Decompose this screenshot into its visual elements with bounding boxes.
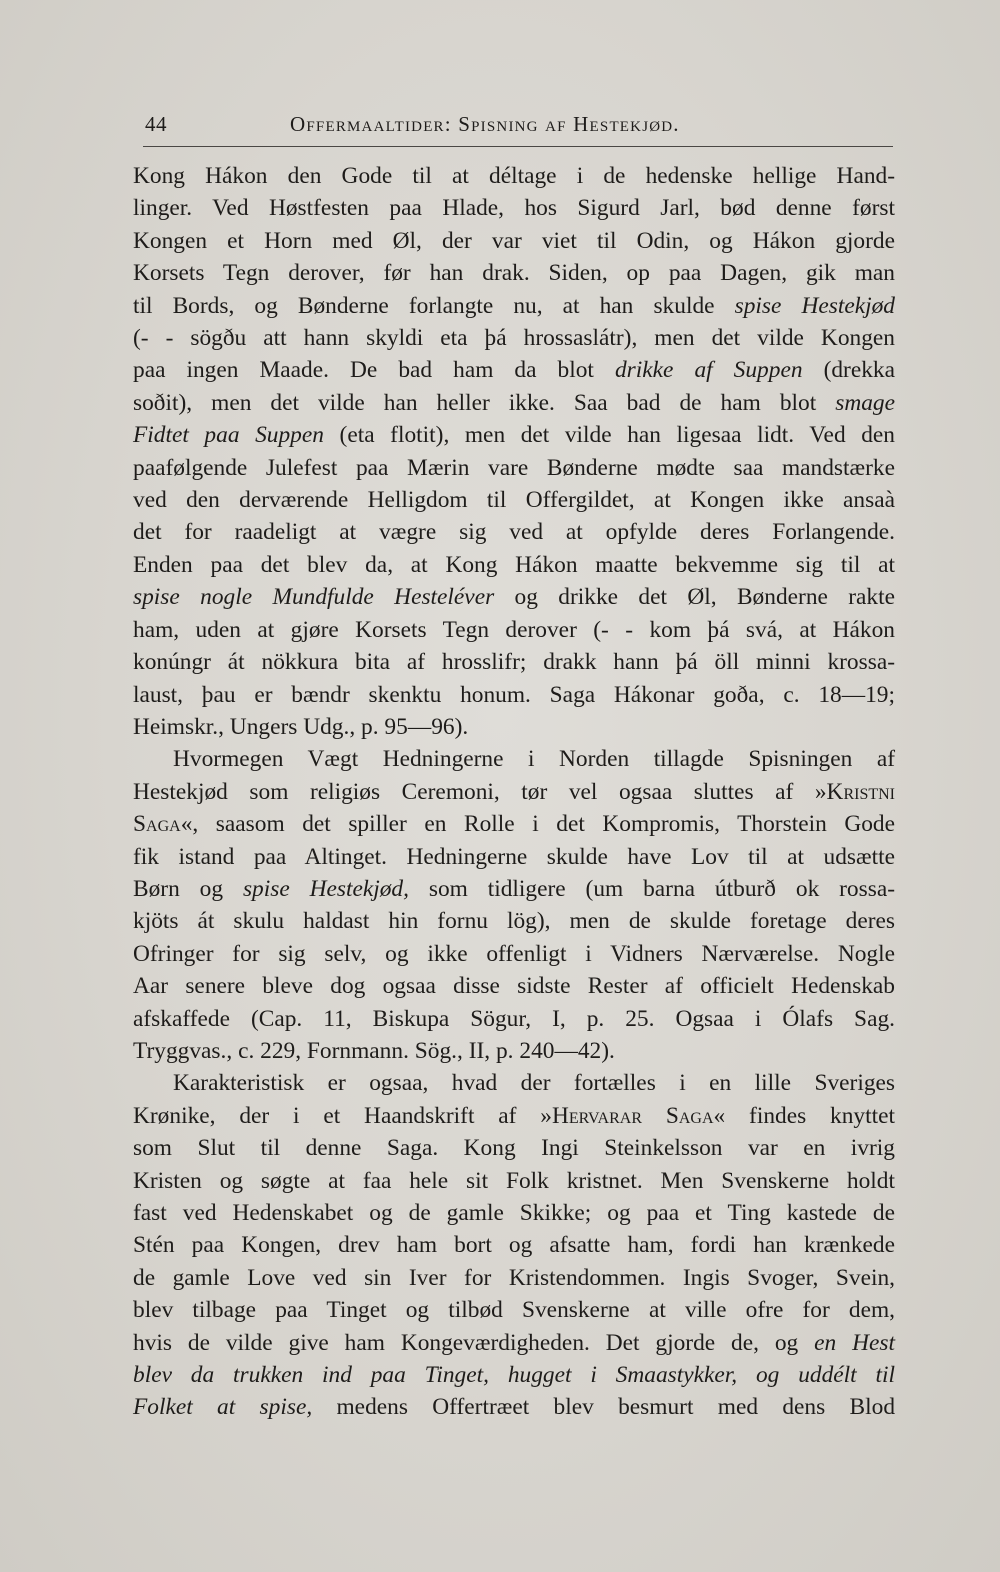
text-segment: laust, þau er bændr skenktu honum. Saga Hákonar goða, c. 18—19;	[133, 681, 895, 708]
text-segment: soðit), men det vilde han heller ikke. Saa bad de ham blot	[133, 389, 836, 416]
text-line	[133, 776, 895, 808]
text-line	[133, 1262, 895, 1294]
text-line	[133, 679, 895, 711]
text-segment: konúngr át nökkura bita af hrosslifr; drakk hann þá öll minni krossa-	[133, 649, 895, 676]
text-line	[133, 516, 895, 548]
text-segment: smage	[835, 389, 895, 416]
header-rule	[143, 146, 893, 147]
text-segment: Folket at spise,	[133, 1394, 313, 1421]
text-line	[133, 743, 895, 775]
text-line	[133, 614, 895, 646]
text-segment: ved den derværende Helligdom til Offergildet, at Kongen ikke ansaà	[133, 487, 895, 514]
text-segment: medens Offertræet blev besmurt med dens Blod	[312, 1394, 896, 1421]
text-line	[133, 905, 895, 937]
text-segment: afskaffede (Cap. 11, Biskupa Sögur, I, p. 25. Ogsaa i Ólafs Sag.	[133, 1005, 895, 1032]
text-segment: Kristen og søgte at faa hele sit Folk kristnet. Men Svenskerne holdt	[133, 1167, 895, 1194]
text-line	[133, 192, 895, 224]
body-text	[133, 160, 895, 1424]
text-line	[133, 1067, 895, 1099]
text-line	[133, 581, 895, 613]
page-header	[145, 112, 890, 142]
text-line	[133, 484, 895, 516]
text-segment: Kong Hákon den Gode til at déltage i de hedenske hellige Hand-	[133, 163, 895, 189]
text-segment: « findes knyttet	[713, 1102, 895, 1129]
text-line	[133, 549, 895, 581]
text-segment: (eta flotit), men det vilde han ligesaa lidt. Ved den	[323, 422, 895, 449]
text-segment: hvis de vilde give ham Kongeværdigheden. Det gjorde de, og	[133, 1329, 815, 1356]
text-line	[133, 646, 895, 678]
page-number: 44	[145, 112, 167, 136]
text-segment: til Bords, og Bønderne forlangte nu, at han skulde	[133, 292, 735, 319]
text-line	[133, 290, 895, 322]
text-segment: en Hest	[814, 1329, 895, 1356]
text-segment: Korsets Tegn derover, før han drak. Siden, op paa Dagen, gik man	[133, 260, 895, 287]
text-segment: det for raadeligt at vægre sig ved at opfylde deres Forlangende.	[133, 519, 895, 546]
text-segment: Saga	[133, 811, 181, 838]
text-line	[133, 419, 895, 451]
text-segment: blev da trukken ind paa Tinget, hugget i Smaastykker, og uddélt til	[133, 1362, 895, 1389]
text-line	[133, 1197, 895, 1229]
text-line	[133, 1229, 895, 1261]
text-segment: paa ingen Maade. De bad ham da blot	[133, 357, 615, 384]
text-segment: «, saasom det spiller en Rolle i det Kompromis, Thorstein Gode	[180, 811, 895, 838]
text-segment: Fidtet paa Suppen	[133, 422, 324, 449]
text-segment: Krønike, der i et Haandskrift af »	[133, 1102, 552, 1129]
text-segment: Karakteristisk er ogsaa, hvad der fortælles i en lille Sveriges	[173, 1070, 895, 1097]
text-line	[133, 452, 895, 484]
text-line	[133, 160, 895, 192]
text-line	[133, 970, 895, 1002]
text-segment: som tidligere (um barna útburð ok rossa-	[408, 875, 895, 902]
text-line	[133, 1003, 895, 1035]
running-head: Offermaaltider: Spisning af Hestekjød.	[290, 112, 680, 136]
text-line	[133, 354, 895, 386]
text-segment: Hestekjød som religiøs Ceremoni, tør vel ogsaa sluttes af »	[133, 778, 827, 805]
text-line	[133, 938, 895, 970]
text-line	[133, 1391, 895, 1423]
text-segment: Stén paa Kongen, drev ham bort og afsatte ham, fordi han krænkede	[133, 1232, 895, 1259]
text-line	[133, 1165, 895, 1197]
text-line	[133, 841, 895, 873]
text-segment: Hvormegen Vægt Hedningerne i Norden tillagde Spisningen af	[173, 746, 895, 773]
text-segment: Heimskr., Ungers Udg., p. 95—96).	[133, 713, 469, 740]
text-segment: og drikke det Øl, Bønderne rakte	[494, 584, 895, 611]
text-line	[133, 1359, 895, 1391]
text-segment: Tryggvas., c. 229, Fornmann. Sög., II, p. 240—42).	[133, 1037, 615, 1064]
text-line	[133, 257, 895, 289]
text-segment: kjöts át skulu haldast hin fornu lög), men de skulde foretage deres	[133, 908, 895, 935]
text-segment: fast ved Hedenskabet og de gamle Skikke; og paa et Ting kastede de	[133, 1200, 895, 1226]
text-line	[133, 711, 895, 743]
text-segment: (- - sögðu att hann skyldi eta þá hrossaslátr), men det vilde Kongen	[133, 325, 895, 352]
text-segment: ham, uden at gjøre Korsets Tegn derover (- - kom þá svá, at Hákon	[133, 616, 895, 643]
text-segment: Hervarar Saga	[552, 1102, 714, 1129]
text-line	[133, 1035, 895, 1067]
text-line	[133, 322, 895, 354]
text-segment: linger. Ved Høstfesten paa Hlade, hos Sigurd Jarl, bød denne først	[133, 195, 895, 222]
text-segment: Børn og	[133, 875, 243, 902]
text-segment: Ofringer for sig selv, og ikke offenligt i Vidners Nærværelse. Nogle	[133, 940, 895, 967]
text-segment: fik istand paa Altinget. Hedningerne skulde have Lov til at udsætte	[133, 843, 895, 870]
text-line	[133, 1294, 895, 1326]
text-segment: spise nogle Mundfulde Hesteléver	[133, 584, 495, 611]
text-segment: spise Hestekjød	[734, 292, 895, 319]
text-segment: som Slut til denne Saga. Kong Ingi Steinkelsson var en ivrig	[133, 1135, 895, 1162]
text-segment: drikke af Suppen	[614, 357, 803, 384]
text-segment: Aar senere bleve dog ogsaa disse sidste Rester af officielt Hedenskab	[133, 973, 895, 1000]
text-line	[133, 225, 895, 257]
text-line	[133, 1327, 895, 1359]
text-line	[133, 1100, 895, 1132]
text-segment: Kristni	[826, 778, 895, 805]
text-segment: de gamle Love ved sin Iver for Kristendommen. Ingis Svoger, Svein,	[133, 1264, 895, 1291]
text-segment: paafølgende Julefest paa Mærin vare Bønderne mødte saa mandstærke	[133, 454, 895, 481]
text-line	[133, 1132, 895, 1164]
text-segment: Enden paa det blev da, at Kong Hákon maatte bekvemme sig til at	[133, 551, 895, 578]
text-segment: blev tilbage paa Tinget og tilbød Svenskerne at ville ofre for dem,	[133, 1297, 895, 1324]
text-segment: (drekka	[802, 357, 895, 384]
text-segment: spise Hestekjød,	[242, 875, 409, 902]
text-line	[133, 873, 895, 905]
text-line	[133, 387, 895, 419]
text-segment: Kongen et Horn med Øl, der var viet til Odin, og Hákon gjorde	[133, 227, 895, 254]
text-line	[133, 808, 895, 840]
